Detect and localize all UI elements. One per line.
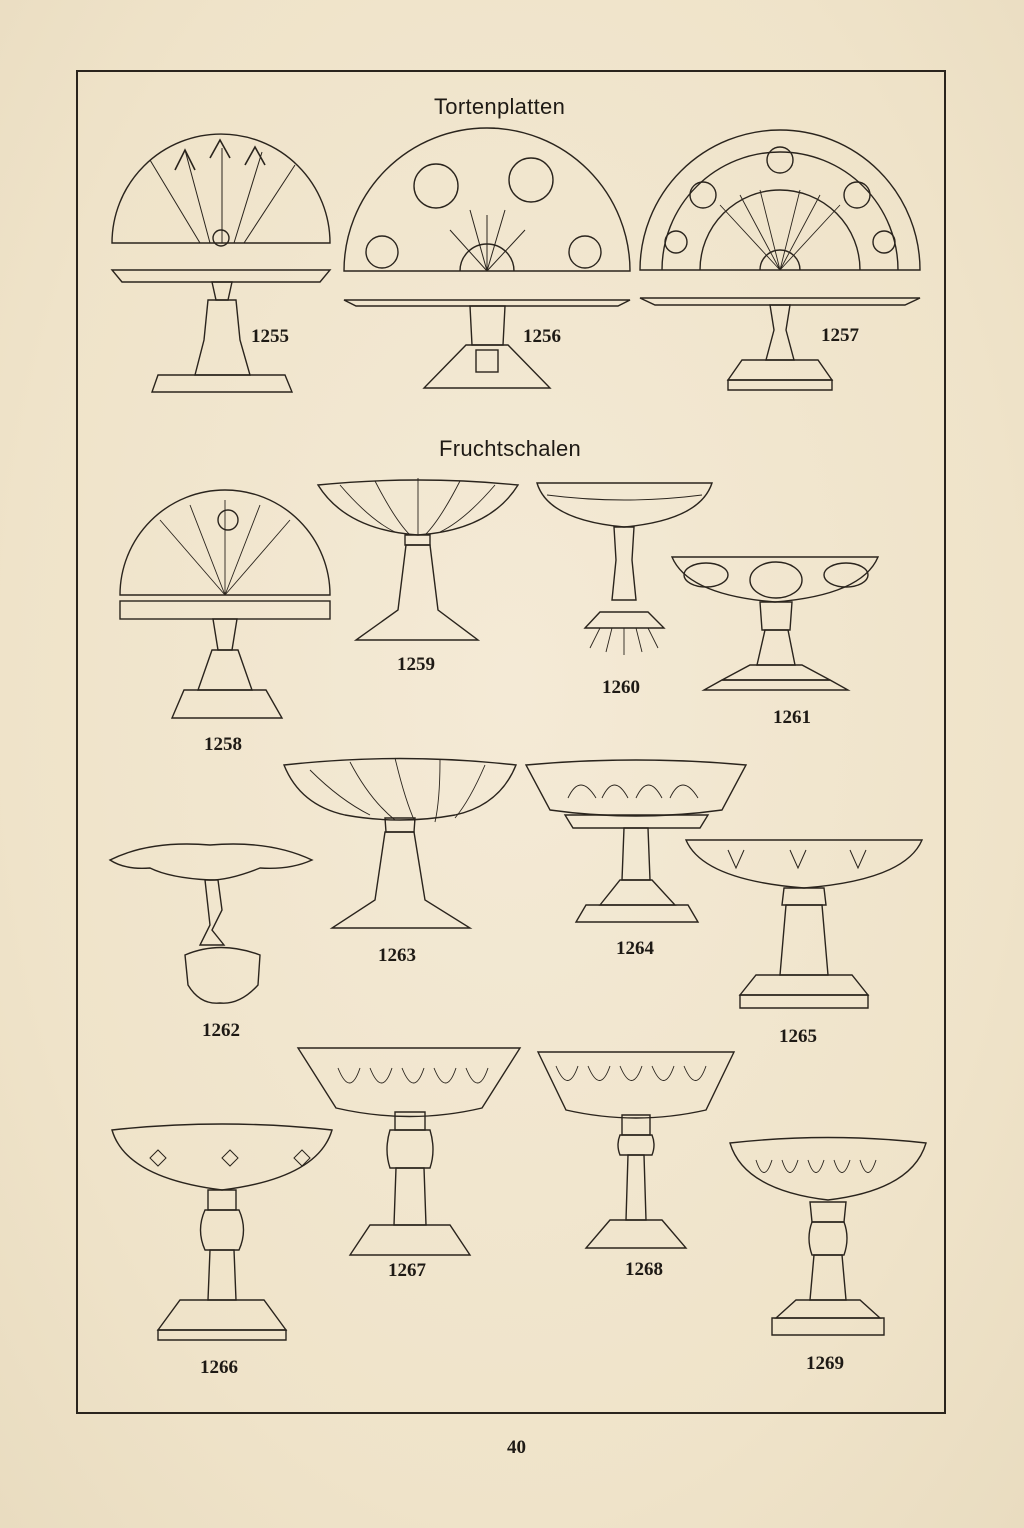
fruit-bowl-1259-illustration	[318, 478, 518, 640]
item-number-1269: 1269	[806, 1353, 844, 1374]
fruit-stand-1262-illustration	[110, 844, 312, 1003]
item-number-1255: 1255	[251, 326, 289, 347]
item-number-1256: 1256	[523, 326, 561, 347]
item-number-1263: 1263	[378, 945, 416, 966]
item-number-1266: 1266	[200, 1357, 238, 1378]
heading-fruchtschalen: Fruchtschalen	[439, 436, 582, 461]
item-number-1261: 1261	[773, 707, 811, 728]
fruit-stand-1258-illustration	[120, 490, 330, 718]
fruit-bowl-1264-illustration	[526, 760, 746, 922]
item-number-1268: 1268	[625, 1259, 663, 1280]
heading-tortenplatten: Tortenplatten	[434, 94, 566, 119]
page-number: 40	[507, 1437, 526, 1458]
item-number-1260: 1260	[602, 677, 640, 698]
fruit-bowl-1265-illustration	[686, 840, 922, 1008]
item-number-1257: 1257	[821, 325, 859, 346]
fruit-bowl-1268-illustration	[538, 1052, 734, 1248]
cake-plate-1257-illustration	[640, 130, 920, 390]
item-number-1259: 1259	[397, 654, 435, 675]
cake-plate-1256-illustration	[344, 128, 630, 388]
fruit-bowl-1266-illustration	[112, 1124, 332, 1340]
item-number-1258: 1258	[204, 734, 242, 755]
fruit-bowl-1260-illustration	[537, 483, 712, 655]
fruit-bowl-1269-illustration	[730, 1138, 926, 1336]
item-number-1267: 1267	[388, 1260, 426, 1281]
item-number-1265: 1265	[779, 1026, 817, 1047]
fruit-bowl-1263-illustration	[284, 758, 516, 928]
fruit-bowl-1261-illustration	[672, 557, 878, 690]
item-number-1262: 1262	[202, 1020, 240, 1041]
cake-plate-1255-illustration	[112, 134, 330, 392]
item-number-1264: 1264	[616, 938, 654, 959]
fruit-bowl-1267-illustration	[298, 1048, 520, 1255]
